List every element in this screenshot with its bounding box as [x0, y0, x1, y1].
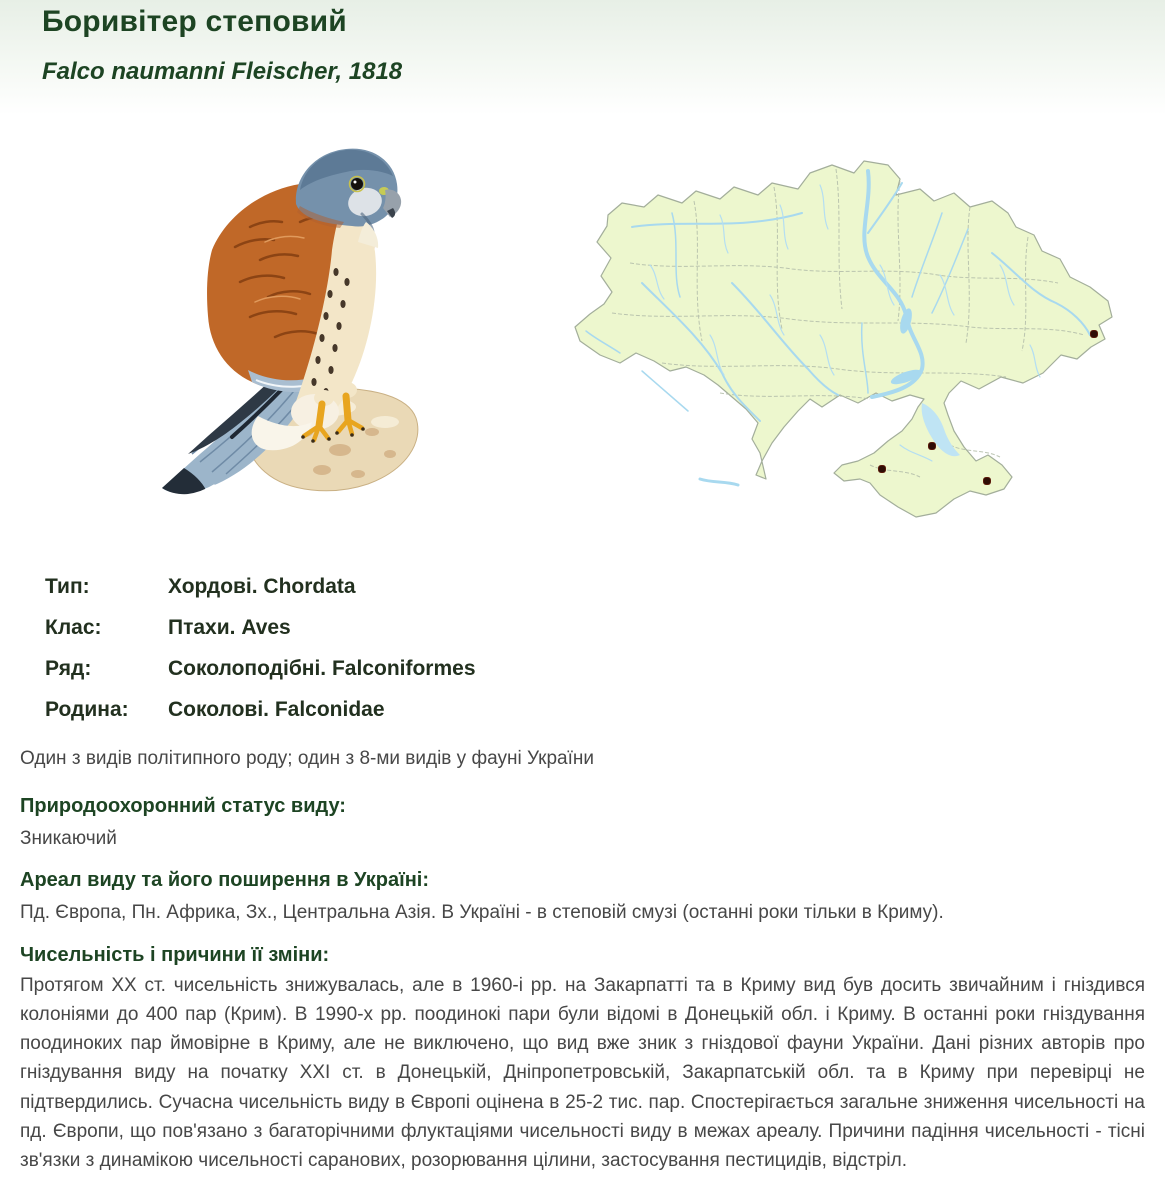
taxonomy-row-family: [45, 699, 1165, 720]
distribution-map: [570, 145, 1120, 530]
intro-line: Один з видів політипного роду; один з 8-ми видів у фауні України: [20, 748, 594, 769]
occurrence-marker: [878, 465, 886, 473]
taxonomy-label: Родина:: [45, 698, 129, 721]
latin-name: Falco naumanni Fleischer, 1818: [42, 58, 403, 85]
taxonomy-label: Клас:: [45, 616, 102, 639]
taxonomy-label: Тип:: [45, 575, 90, 598]
ukraine-outline: [575, 161, 1112, 517]
section-text: Пд. Європа, Пн. Африка, Зх., Центральна Азія. В Україні - в степовій смузі (останні роки тільки в Криму).: [20, 902, 944, 924]
occurrence-marker: [983, 477, 991, 485]
taxonomy-table: [45, 576, 1165, 720]
taxonomy-row-order: [45, 658, 1165, 679]
eye: [351, 178, 363, 190]
section-population: [20, 944, 1145, 1176]
ukraine-map: [570, 145, 1120, 530]
section-text: Протягом XX ст. чисельність знижувалась, але в 1960-і рр. на Закарпатті та в Криму вид був досить звичайним і гніздився колоніями до 400 пар (Крим). В 1990-х рр. поодинокі пари були відомі в Донецькій обл. і Криму. В останні роки гніздування поодиноких пар ймовірне в Криму, але не виключено, що вид вже зник з гніздової фауни України. Дані різних авторів про гніздування виду на початку XXI ст. в Донецькій, Дніпропетровській, Закарпатській обл. та в Криму при перевірці не підтвердились. Сучасна чисельність виду в Європі оцінена в 25-2 тис. пар. Спостерігається загальне зниження чисельності на пд. Європи, що пов'язано з багаторічними флуктаціями чисельності виду в межах ареалу. Причини падіння чисельності - тісні зв'язки з динамікою чисельності саранових, розорювання цілини, застосування пестицидів, відстріл.: [20, 974, 1145, 1172]
taxonomy-row-type: [45, 576, 1165, 597]
section-text: Зникаючий: [20, 828, 117, 849]
taxonomy-value: Соколові. Falconidae: [168, 698, 385, 721]
section-heading: Ареал виду та його поширення в Україні:: [20, 869, 429, 892]
bird-illustration: [100, 132, 460, 524]
taxonomy-row-class: [45, 617, 1165, 638]
section-range: [20, 869, 1145, 927]
taxonomy-value: Птахи. Aves: [168, 616, 291, 639]
taxonomy-label: Ряд:: [45, 657, 92, 680]
section-heading: Чисельність і причини її зміни:: [20, 943, 330, 966]
taxonomy-value: Соколоподібні. Falconiformes: [168, 657, 476, 680]
taxonomy-value: Хордові. Chordata: [168, 575, 356, 598]
species-description: [0, 576, 1165, 1176]
page-title: Боривітер степовий: [42, 5, 347, 38]
occurrence-marker: [928, 442, 936, 450]
section-heading: Природоохоронний статус виду:: [20, 795, 346, 817]
section-conservation-status: [20, 795, 1145, 853]
lesser-kestrel-drawing: [100, 132, 460, 524]
occurrence-marker: [1090, 330, 1098, 338]
